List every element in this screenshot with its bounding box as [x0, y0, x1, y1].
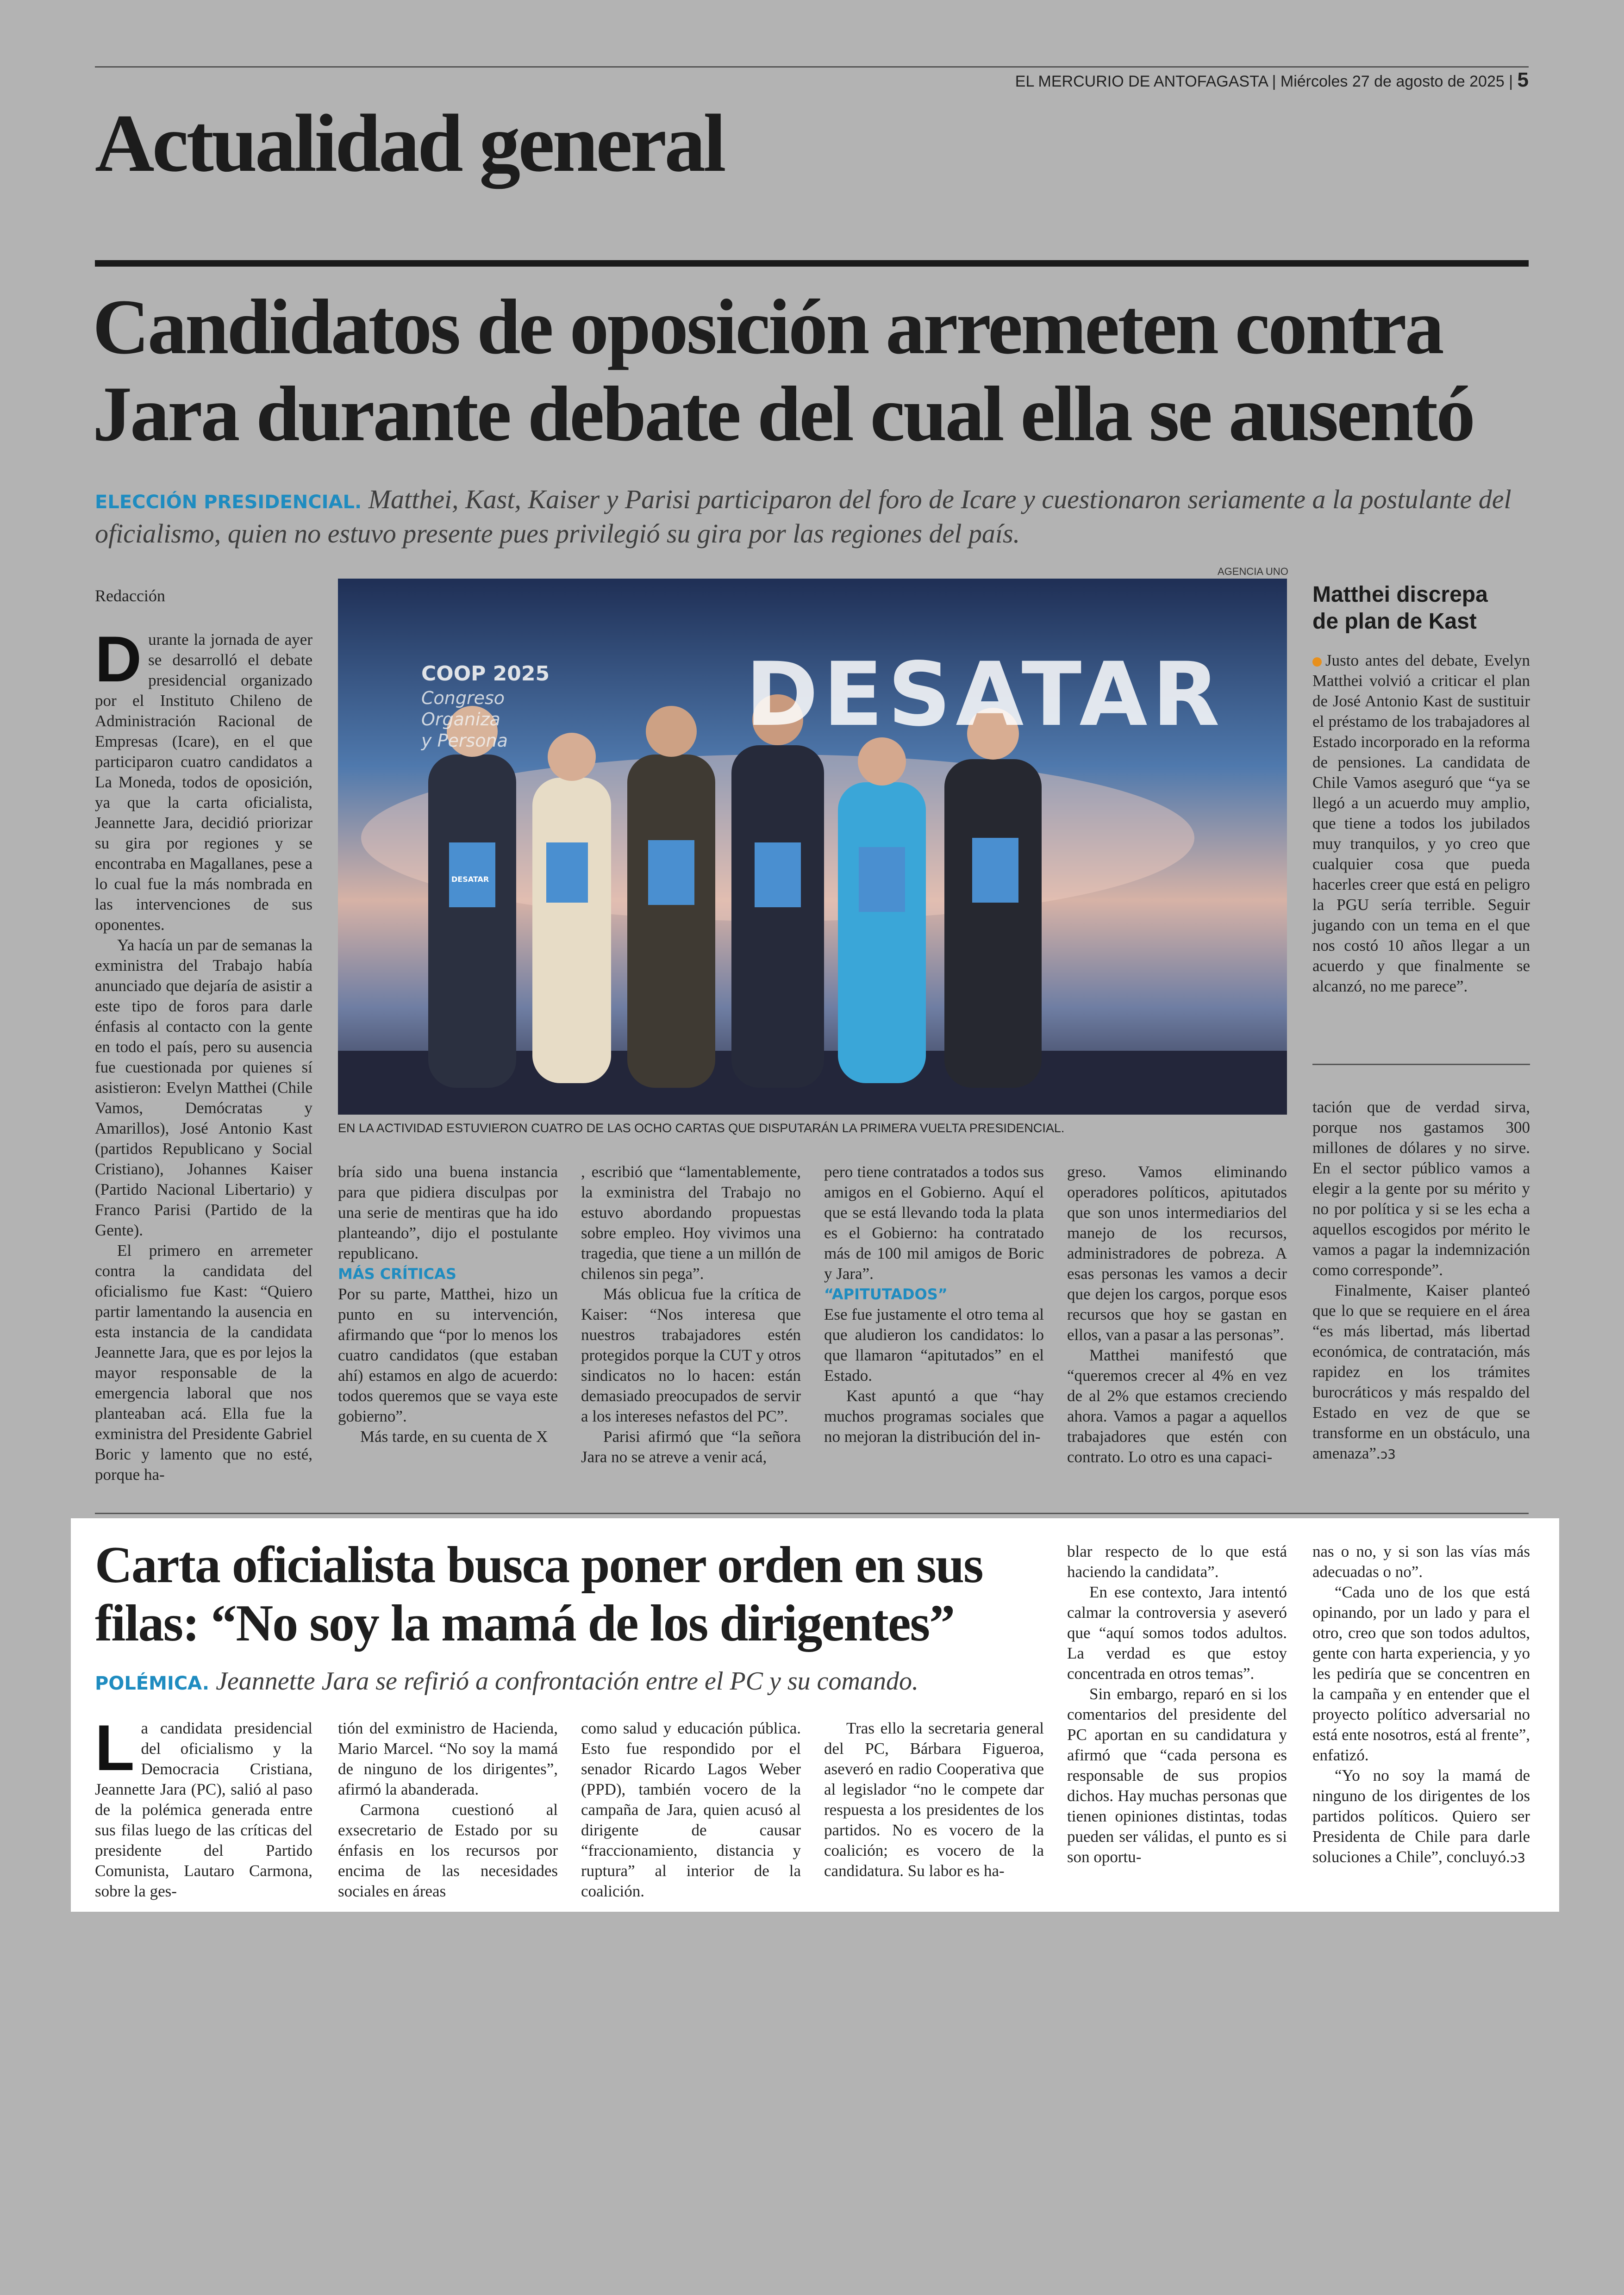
article2-deck-text: Jeannette Jara se refirió a confrontación entre el PC y su comando.	[216, 1667, 918, 1696]
article2-col4-para1: Tras ello la secretaria general del PC, Bárbara Figueroa, aseveró en radio Cooperativa que al legislador “no le compete dar respuesta a los presidentes de los partidos. No es vocero de la coalición; es vocero de la candidatura. Su labor es ha-	[824, 1719, 1044, 1880]
section-title: Actualidad general	[95, 97, 724, 189]
article1-col3-para3: Parisi afirmó que “la señora Jara no se atreve a venir acá,	[581, 1428, 801, 1466]
photo-sign-sub3: y Persona	[421, 730, 508, 751]
article1-col2-para2: Por su parte, Matthei, hizo un punto en su intervención, afirmando que “por lo menos los cuatro candidatos (que estaban ahí) estamos en algo de acuerdo: todos queremos que se vaya este gobierno”.	[338, 1285, 558, 1425]
person-1	[428, 755, 516, 1088]
person-2-head	[548, 733, 596, 781]
end-mark-icon: ↄ3	[1380, 1447, 1396, 1462]
article1-deck-text: Matthei, Kast, Kaiser y Parisi participaron del foro de Icare y cuestionaron seriamente a la postulante del oficialismo, quien no estuvo presente pues privilegió su gira por las regiones del país.	[95, 484, 1512, 549]
article1-column-2	[338, 1162, 558, 1447]
photo-sign-sub1: Congreso	[421, 688, 505, 708]
article2-column-4	[824, 1718, 1044, 1881]
article1-headline	[93, 283, 1537, 457]
article2-col2-para1: tión del exministro de Hacienda, Mario Marcel. “No soy la mamá de ninguno de los dirigentes”, afirmó la abanderada.	[338, 1719, 558, 1798]
photo-document-label: DESATAR	[451, 875, 489, 884]
article1-col4-para3: Kast apuntó a que “hay muchos programas sociales que no mejoran la distribución del in-	[824, 1387, 1044, 1446]
article2-col5-para2: En ese contexto, Jara intentó calmar la controversia y aseveró que “aquí somos todos adultos. La verdad es que estoy concentrada en otros temas”.	[1067, 1583, 1287, 1683]
article1-column-1	[95, 623, 312, 1485]
document-4	[755, 842, 801, 907]
article2-col5-para1: blar respecto de lo que está haciendo la candidata”.	[1067, 1542, 1287, 1581]
article1-col2-para1: bría sido una buena instancia para que pidiera disculpas por una serie de mentiras que ha ido planteando”, dijo el postulante republicano.	[338, 1163, 558, 1262]
photo-banner-text: DESATAR	[745, 643, 1224, 746]
photo-caption: EN LA ACTIVIDAD ESTUVIERON CUATRO DE LAS OCHO CARTAS QUE DISPUTARÁN LA PRIMERA VUELTA PRESIDENCIAL.	[338, 1121, 1065, 1135]
article1-column-4	[824, 1162, 1044, 1447]
article1-deck	[95, 484, 1539, 549]
byline: Redacción	[95, 586, 165, 605]
publication-name: EL MERCURIO DE ANTOFAGASTA	[1015, 73, 1268, 90]
sidebar-bottom-rule	[1312, 1064, 1530, 1065]
issue-date: Miércoles 27 de agosto de 2025	[1280, 73, 1505, 90]
article2-col2-para2: Carmona cuestionó al exsecretario de Estado por su énfasis en los recursos por encima de las necesidades sociales en áreas	[338, 1801, 558, 1900]
article2-column-2	[338, 1718, 558, 1902]
orange-bullet-icon	[1312, 657, 1322, 667]
article2-col6-para3: “Yo no soy la mamá de ninguno de los dirigentes de los partidos políticos. Quiero ser Presidenta de Chile para darle soluciones a Chile”, concluyó.ↄ3	[1312, 1766, 1530, 1866]
article1-col1-para1: Durante la jornada de ayer se desarrolló el debate presidencial organizado por el Instituto Chileno de Administración Racional de Empresas (Icare), en el que participaron cuatro candidatos a La Moneda, todos de oposición, ya que la carta oficialista, Jeannette Jara, decidió priorizar su gira por regiones y se encontraba en Magallanes, pese a lo cual fue la más nombrada en las intervenciones de sus oponentes.	[95, 623, 312, 934]
document-3	[648, 840, 694, 905]
article1-col1-para2: Ya hacía un par de semanas la exministra del Trabajo había anunciado que dejaría de asistir a este tipo de foros para darle énfasis al contacto con la gente en todo el país, pero su ausencia fue cuestionada por quienes sí asistieron: Evelyn Matthei (Chile Vamos, Demócratas y Amarillos), José Antonio Kast (partidos Republicano y Social Cristiano), Johannes Kaiser (Partido Nacional Libertario) y Franco Parisi (Partido de la Gente).	[95, 936, 312, 1239]
article1-column-3	[581, 1162, 801, 1467]
photo-credit: AGENCIA UNO	[1218, 566, 1288, 577]
person-5	[838, 782, 926, 1083]
article-separator-rule	[95, 1513, 1529, 1514]
article2-headline-line2: filas: “No soy la mamá de los dirigentes”	[95, 1595, 955, 1652]
person-4	[731, 745, 824, 1088]
article1-column-5	[1067, 1162, 1287, 1467]
header-rule	[95, 66, 1529, 68]
article1-headline-line2: Jara durante debate del cual ella se ausentó	[93, 370, 1474, 457]
header-info: EL MERCURIO DE ANTOFAGASTA | Miércoles 27 de agosto de 2025 | 5	[1015, 69, 1529, 91]
photo-sign-sub2: Organiza	[421, 709, 500, 730]
document-6	[972, 838, 1018, 903]
article1-col4-para1: pero tiene contratados a todos sus amigos en el Gobierno. Aquí el que se está llevando toda la plata es el Gobierno: ha contratado más de 100 mil amigos de Boric y Jara”.	[824, 1163, 1044, 1283]
person-6	[944, 759, 1042, 1088]
article2-deck	[95, 1666, 918, 1696]
sidebar-title: Matthei discrepa de plan de Kast	[1312, 582, 1488, 634]
article2-dropcap: L	[95, 1711, 135, 1784]
document-5	[859, 847, 905, 912]
article1-subhead-mas-criticas: MÁS CRÍTICAS	[338, 1265, 456, 1283]
article1-photo	[338, 579, 1287, 1115]
article2-column-3	[581, 1718, 801, 1902]
page-number: 5	[1517, 69, 1529, 91]
person-3	[627, 755, 715, 1088]
article2-headline	[95, 1536, 1067, 1653]
article2-col3-para1: como salud y educación pública. Esto fue respondido por el senador Ricardo Lagos Weber (PPD), también vocero de la campaña de Jara, quien acusó al dirigente de causar “fraccionamiento, distancia y ruptura” al interior de la coalición.	[581, 1719, 801, 1900]
article2-col6-para2: “Cada uno de los que está opinando, por un lado y para el otro, creo que son todos adultos, gente con harta experiencia, y yo les pediría que se concentren en la campaña y en entender que el proyecto político adversarial no está ente nosotros, está al frente”, enfatizó.	[1312, 1583, 1530, 1764]
sidebar-paragraph: Justo antes del debate, Evelyn Matthei volvió a criticar el plan de José Antonio Kast de sustituir el préstamo de los trabajadores al Estado incorporado en la reforma de pensiones. La candidata de Chile Vamos aseguró que “ya se llegó a un acuerdo muy amplio, que tiene a todos los jubilados muy tranquilos, y yo creo que cualquier cosa que pueda hacerles creer que está en peligro la PGU sería terrible. Seguir jugando con un tema en el que nos costó 10 años llegar a un acuerdo y que finalmente se alcanzó, no me parece”.	[1312, 651, 1530, 995]
person-3-head	[646, 706, 697, 757]
article2-col6-para1: nas o no, y si son las vías más adecuadas o no”.	[1312, 1542, 1530, 1581]
article1-col5-para1: greso. Vamos eliminando operadores políticos, apitutados que son unos intermediarios del manejo de los recursos, administradores de pobreza. A esas personas les vamos a decir que dejen los cargos, porque esos recursos que hoy se gastan en ellos, van a pasar a las personas”.	[1067, 1163, 1287, 1344]
article2-headline-line1: Carta oficialista busca poner orden en sus	[95, 1536, 983, 1594]
end-mark-icon: ↄ3	[1510, 1850, 1525, 1865]
article1-col3-para1: , escribió que “lamentablemente, la exministra del Trabajo no estuvo abordando propuestas sobre empleo. Hoy vivimos una tragedia, que tiene a un millón de chilenos sin pega”.	[581, 1163, 801, 1283]
sidebar-text	[1312, 650, 1530, 997]
article1-column-6	[1312, 1097, 1530, 1465]
article1-col3-para2: Más oblicua fue la crítica de Kaiser: “Nos interesa que nuestros trabajadores estén protegidos porque la CUT y otros sindicatos no lo hacen: están demasiado preocupados de servir a los intereses nefastos del PC”.	[581, 1285, 801, 1425]
article1-col1-para3: El primero en arremeter contra la candidata del oficialismo fue Kast: “Quiero partir lamentando la ausencia en esta instancia de la candidata Jeannette Jara, que es por lejos la mayor responsable de la emergencia laboral que nos planteaban acá. Ella fue la exministra del Presidente Gabriel Boric y lamento que no esté, porque ha-	[95, 1241, 312, 1484]
article1-col2-para3: Más tarde, en su cuenta de X	[360, 1428, 548, 1446]
article1-headline-line1: Candidatos de oposición arremeten contra	[93, 283, 1443, 370]
article1-col6-para1: tación que de verdad sirva, porque nos gastamos 300 millones de dólares y no sirve. En el sector público vamos a elegir a la gente por su mérito y no por política y si se les echa a aquellos escogidos por mérito le vamos a pagar la indemnización como corresponde”.	[1312, 1098, 1530, 1279]
document-2	[546, 842, 588, 903]
photo-sign-top: COOP 2025	[421, 662, 550, 686]
article1-subhead-apitutados: “APITUTADOS”	[824, 1285, 948, 1303]
article2-col1-para1: La candidata presidencial del oficialismo y la Democracia Cristiana, Jeannette Jara (PC), salió al paso de la polémica generada entre sus filas luego de las críticas del presidente del Partido Comunista, Lautaro Carmona, sobre la ges-	[95, 1711, 312, 1900]
article1-col4-para2: Ese fue justamente el otro tema al que aludieron los candidatos: lo que llamaron “apitutados” en el Estado.	[824, 1305, 1044, 1384]
article1-kicker: ELECCIÓN PRESIDENCIAL.	[95, 492, 362, 513]
article2-kicker: POLÉMICA.	[95, 1673, 210, 1694]
article1-dropcap: D	[95, 623, 142, 695]
article2-column-1	[95, 1711, 312, 1902]
article1-col6-para2: Finalmente, Kaiser planteó que lo que se requiere en el área “es más libertad, más libertad económica, de contratación, más rapidez en los trámites burocráticos y más respaldo del Estado en vez de que se transforme en un obstáculo, una amenaza”.ↄ3	[1312, 1281, 1530, 1462]
article2-column-5	[1067, 1541, 1287, 1867]
person-2	[532, 778, 611, 1083]
article1-col5-para2: Matthei manifestó que “queremos crecer al 4% en vez de al 2% que estamos creciendo ahora. Vamos a pagar a aquellos trabajadores que estén con contrato. Lo otro es una capaci-	[1067, 1346, 1287, 1466]
headline-top-rule	[95, 260, 1529, 267]
article2-col5-para3: Sin embargo, reparó en si los comentarios del presidente del PC aportan en su candidatura y afirmó que “cada persona es responsable de sus propios dichos. Hay muchas personas que tienen opiniones distintas, todas pueden ser válidas, el punto es si son oportu-	[1067, 1685, 1287, 1866]
article2-column-6	[1312, 1541, 1530, 1868]
